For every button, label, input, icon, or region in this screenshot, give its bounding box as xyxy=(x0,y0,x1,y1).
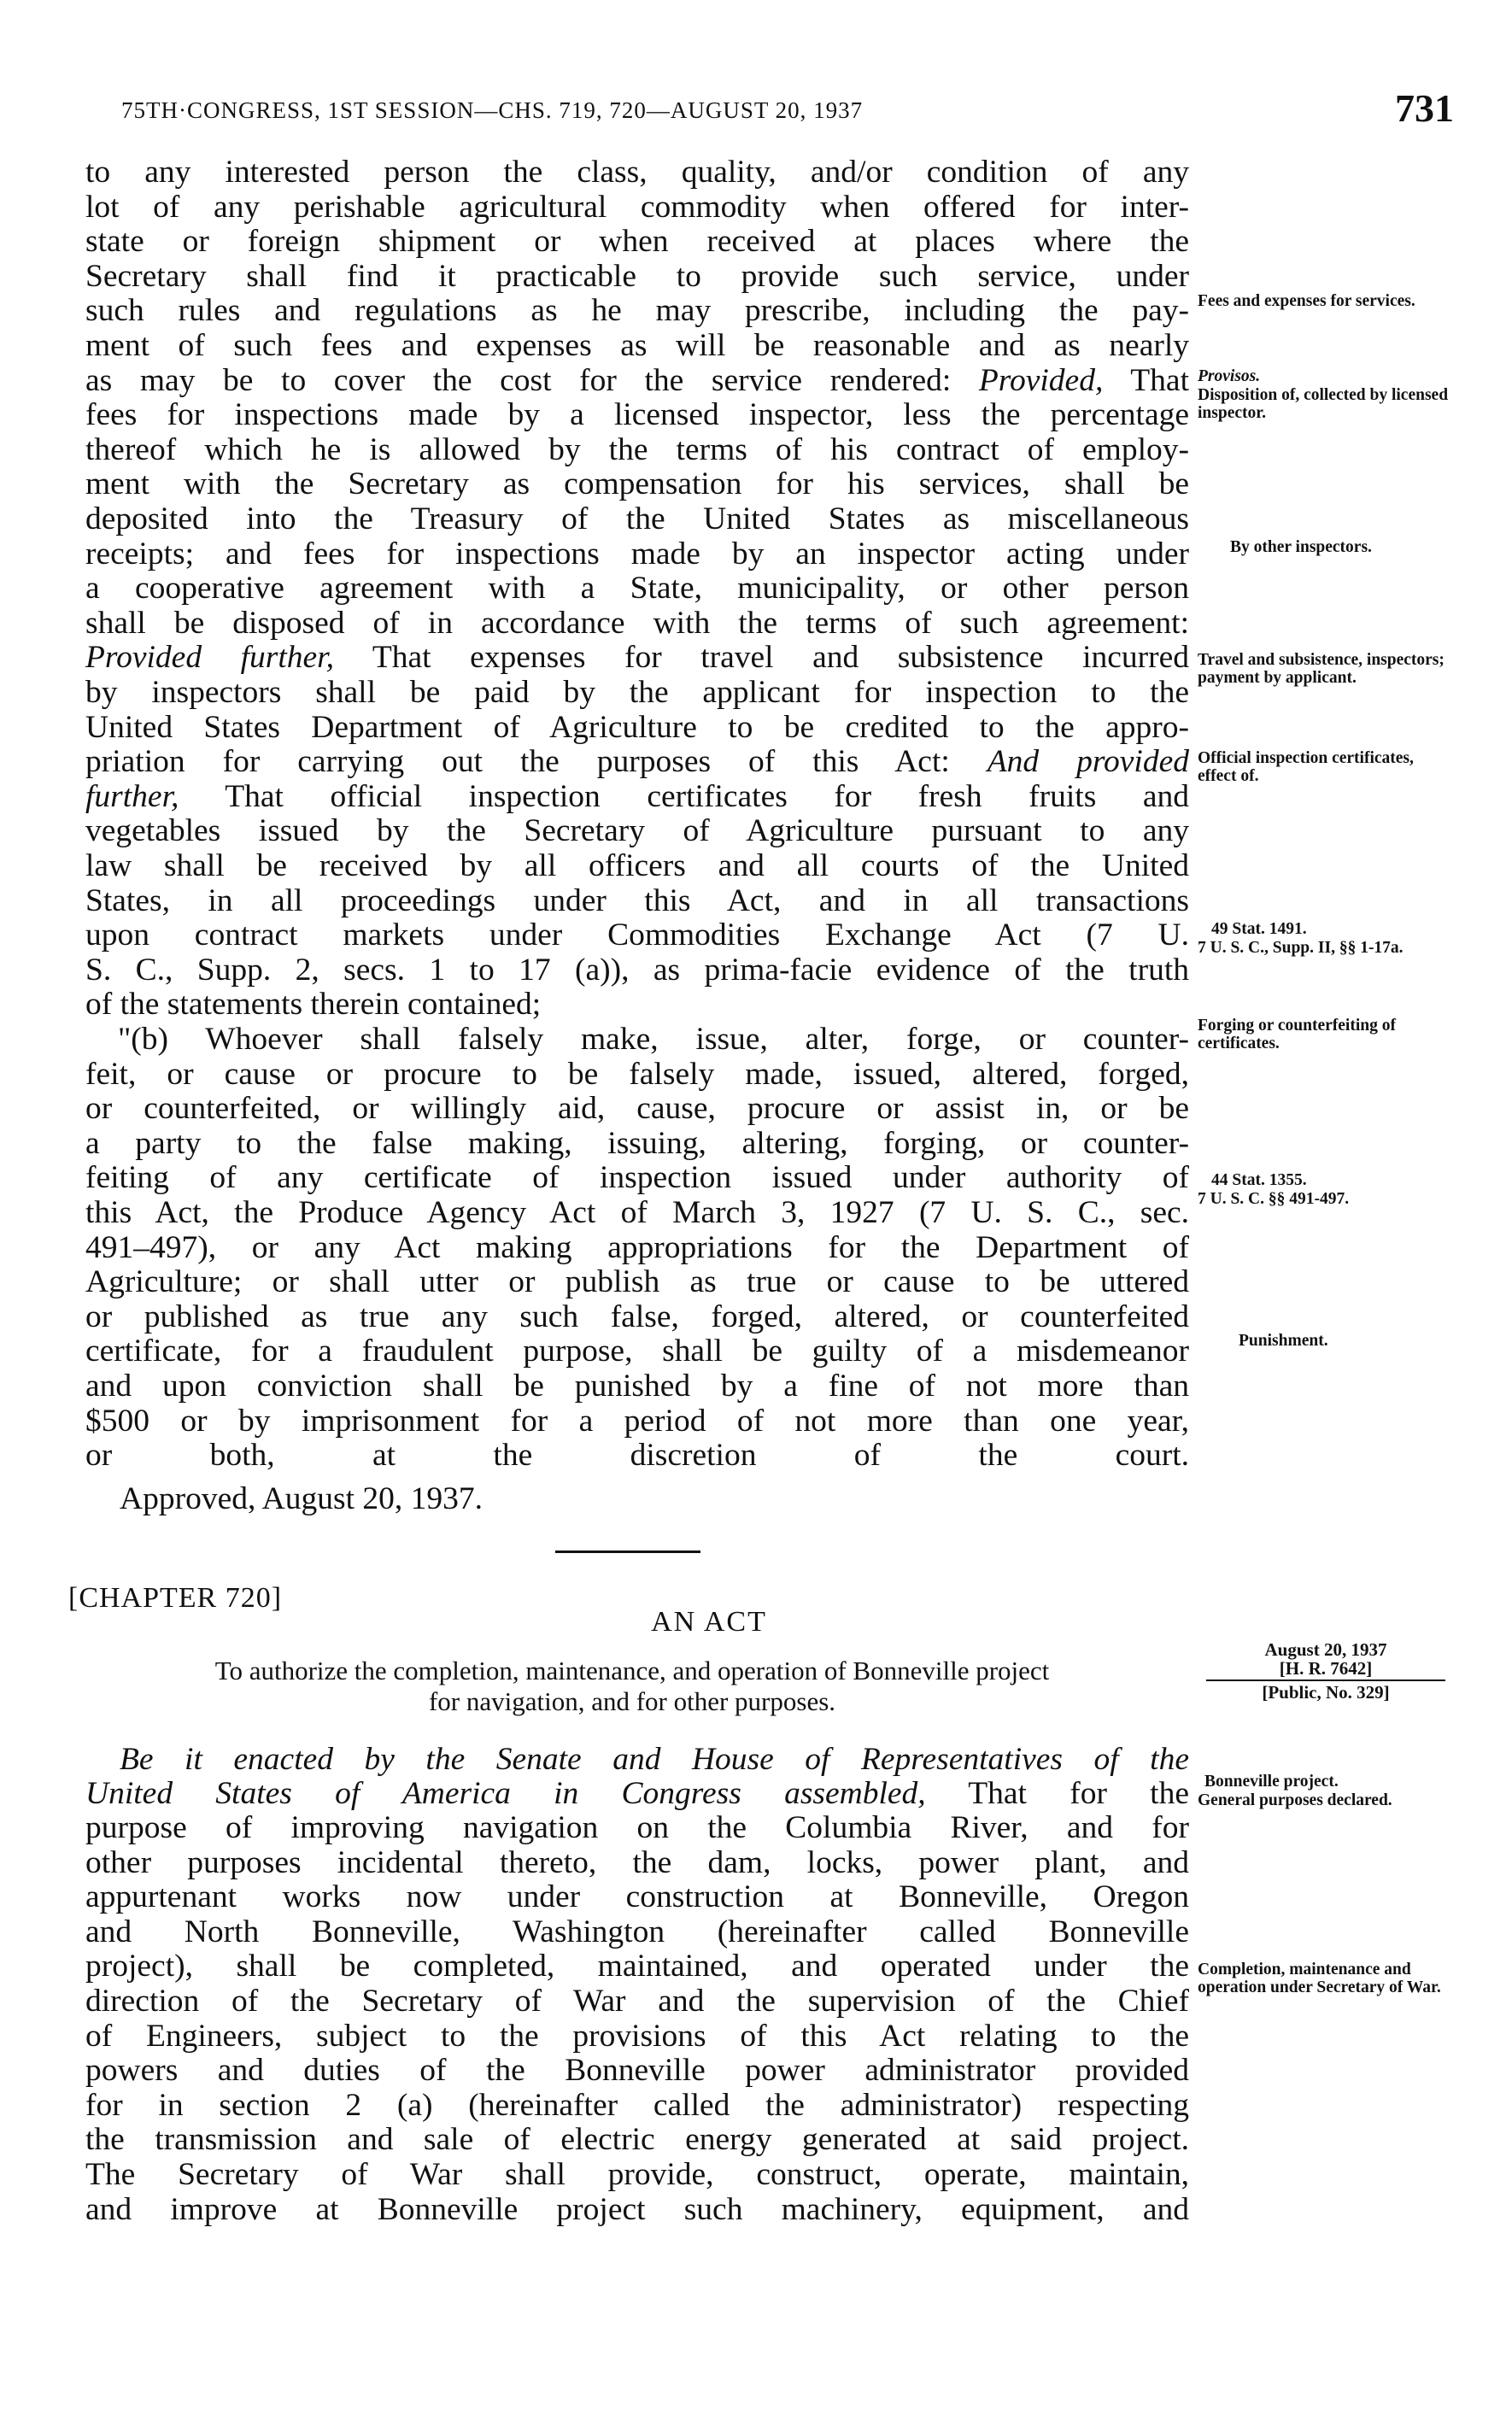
text-line: S. C., Supp. 2, secs. 1 to 17 (a)), as prima-facie evidence of the truth xyxy=(85,952,1189,988)
text-line: ment with the Secretary as compensation for his services, shall be xyxy=(85,466,1189,502)
text-line: purpose of improving navigation on the Columbia River, and for xyxy=(85,1810,1189,1845)
act-purpose xyxy=(68,1656,1196,1717)
text-line: the transmission and sale of electric energy generated at said project. xyxy=(85,2122,1189,2158)
text-line: "(b) Whoever shall falsely make, issue, alter, forge, or counter- xyxy=(118,1022,1189,1057)
text-line: further, That official inspection certificates for fresh fruits and xyxy=(85,778,1189,814)
text-line: feit, or cause or procure to be falsely made, issued, altered, forged, xyxy=(85,1056,1189,1092)
margin-note-general: General purposes declared. xyxy=(1198,1791,1392,1809)
text-line: and improve at Bonneville project such machinery, equipment, and xyxy=(85,2191,1189,2227)
text-line: of Engineers, subject to the provisions of this Act relating to the xyxy=(85,2018,1189,2054)
margin-note-stat-44: 44 Stat. 1355. xyxy=(1211,1171,1307,1189)
act-date-note xyxy=(1198,1640,1454,1702)
text-line: as may be to cover the cost for the service rendered: Provided, That xyxy=(85,362,1189,398)
text-line: thereof which he is allowed by the terms of his contract of employ- xyxy=(85,431,1189,467)
running-head xyxy=(121,85,1454,137)
text-line: $500 or by imprisonment for a period of not more than one year, xyxy=(85,1403,1189,1439)
text-line: lot of any perishable agricultural commodity when offered for inter- xyxy=(85,189,1189,225)
act-purpose-line-2: for navigation, and for other purposes. xyxy=(428,1686,836,1716)
text-line: feiting of any certificate of inspection issued under authority of xyxy=(85,1160,1189,1196)
act-note-rule xyxy=(1206,1679,1445,1681)
text-line: receipts; and fees for inspections made by an inspector acting under xyxy=(85,536,1189,572)
margin-note-disposition: Disposition of, collected by licensed inspector. xyxy=(1198,386,1449,422)
text-line: state or foreign shipment or when received at places where the xyxy=(85,224,1189,260)
margin-note-forging: Forging or counterfeiting of certificates. xyxy=(1198,1017,1396,1052)
page-number: 731 xyxy=(1395,86,1454,130)
text-line: vegetables issued by the Secretary of Agriculture pursuant to any xyxy=(85,813,1189,849)
act-date: August 20, 1937 xyxy=(1264,1639,1387,1660)
text-line: such rules and regulations as he may prescribe, including the pay- xyxy=(85,293,1189,329)
margin-note-fees: Fees and expenses for services. xyxy=(1198,292,1415,310)
margin-note-stat-49: 49 Stat. 1491. xyxy=(1211,920,1307,938)
text-line: law shall be received by all officers and all courts of the United xyxy=(85,848,1189,883)
text-line: United States Department of Agriculture to be credited to the appro- xyxy=(85,709,1189,745)
margin-note-other-inspectors: By other inspectors. xyxy=(1230,538,1372,556)
text-line: Secretary shall find it practicable to provide such service, under xyxy=(85,258,1189,294)
chapter-label: [CHAPTER 720] xyxy=(68,1582,283,1614)
text-line: a party to the false making, issuing, altering, forging, or counter- xyxy=(85,1125,1189,1161)
text-line: shall be disposed of in accordance with the terms of such agreement: xyxy=(85,605,1189,641)
text-line: Provided further, That expenses for travel and subsistence incurred xyxy=(85,640,1190,676)
text-line: a cooperative agreement with a State, municipality, or other person xyxy=(85,571,1189,607)
text-line: 491–497), or any Act making appropriations for the Department of xyxy=(85,1229,1189,1265)
margin-note-usc-7: 7 U. S. C. §§ 491-497. xyxy=(1198,1190,1350,1208)
running-head-text: 75TH·CONGRESS, 1ST SESSION—CHS. 719, 720—AUGUST 20, 1937 xyxy=(121,97,864,123)
margin-note-bonneville: Bonneville project. xyxy=(1204,1773,1339,1791)
text-line: upon contract markets under Commodities Exchange Act (7 U. xyxy=(85,917,1189,953)
text-line: or counterfeited, or willingly aid, cause, procure or assist in, or be xyxy=(85,1091,1189,1127)
text-line: appurtenant works now under construction at Bonneville, Oregon xyxy=(85,1879,1189,1915)
text-line: by inspectors shall be paid by the applicant for inspection to the xyxy=(85,675,1189,710)
text-line: States, in all proceedings under this Act, and in all transactions xyxy=(85,882,1189,918)
text-line: Agriculture; or shall utter or publish as true or cause to be uttered xyxy=(85,1264,1189,1300)
text-line: The Secretary of War shall provide, construct, operate, maintain, xyxy=(85,2157,1189,2192)
act-purpose-line-1: To authorize the completion, maintenance, and operation of Bonneville project xyxy=(214,1656,1050,1685)
text-line: fees for inspections made by a licensed inspector, less the percentage xyxy=(85,397,1189,433)
text-line: ment of such fees and expenses as will be reasonable and as nearly xyxy=(85,328,1189,363)
margin-note-travel: Travel and subsistence, inspectors; payment by applicant. xyxy=(1198,651,1445,687)
text-line: this Act, the Produce Agency Act of March 3, 1927 (7 U. S. C., sec. xyxy=(85,1195,1189,1230)
text-line: of the statements therein contained; xyxy=(85,987,542,1023)
margin-note-completion: Completion, maintenance and operation under Secretary of War. xyxy=(1198,1961,1441,1996)
act-bill-number: [H. R. 7642] xyxy=(1279,1658,1373,1679)
margin-note-usc-7-supp: 7 U. S. C., Supp. II, §§ 1-17a. xyxy=(1198,939,1404,957)
text-line: deposited into the Treasury of the United States as miscellaneous xyxy=(85,501,1189,536)
enacting-clause-line-1: Be it enacted by the Senate and House of Representatives of the xyxy=(120,1742,1189,1777)
margin-note-official: Official inspection certificates, effect of. xyxy=(1198,749,1414,785)
text-line: for in section 2 (a) (hereinafter called the administrator) respecting xyxy=(85,2087,1189,2123)
text-line: certificate, for a fraudulent purpose, shall be guilty of a misdemeanor xyxy=(85,1334,1189,1369)
text-line: project), shall be completed, maintained, and operated under the xyxy=(85,1949,1189,1984)
text-line: other purposes incidental thereto, the dam, locks, power plant, and xyxy=(85,1844,1189,1880)
act-heading: AN ACT xyxy=(651,1606,767,1638)
text-line: or published as true any such false, forged, altered, or counterfeited xyxy=(85,1298,1189,1334)
section-divider xyxy=(555,1550,700,1553)
margin-note-provisos: Provisos. xyxy=(1198,367,1261,385)
text-line: and North Bonneville, Washington (hereinafter called Bonneville xyxy=(85,1914,1189,1949)
margin-note-punishment: Punishment. xyxy=(1239,1332,1328,1350)
text-line: direction of the Secretary of War and the supervision of the Chief xyxy=(85,1984,1189,2019)
approved-line: Approved, August 20, 1937. xyxy=(120,1481,483,1516)
enacting-clause-line-2: United States of America in Congress assembled, That for the xyxy=(85,1776,1189,1811)
text-line: and upon conviction shall be punished by a fine of not more than xyxy=(85,1369,1189,1404)
text-line: or both, at the discretion of the court. xyxy=(85,1438,1189,1474)
text-line: to any interested person the class, quality, and/or condition of any xyxy=(85,155,1189,190)
text-line: powers and duties of the Bonneville power administrator provided xyxy=(85,2053,1189,2089)
act-public-number: [Public, No. 329] xyxy=(1262,1682,1390,1703)
text-line: priation for carrying out the purposes of this Act: And provided xyxy=(85,744,1189,780)
